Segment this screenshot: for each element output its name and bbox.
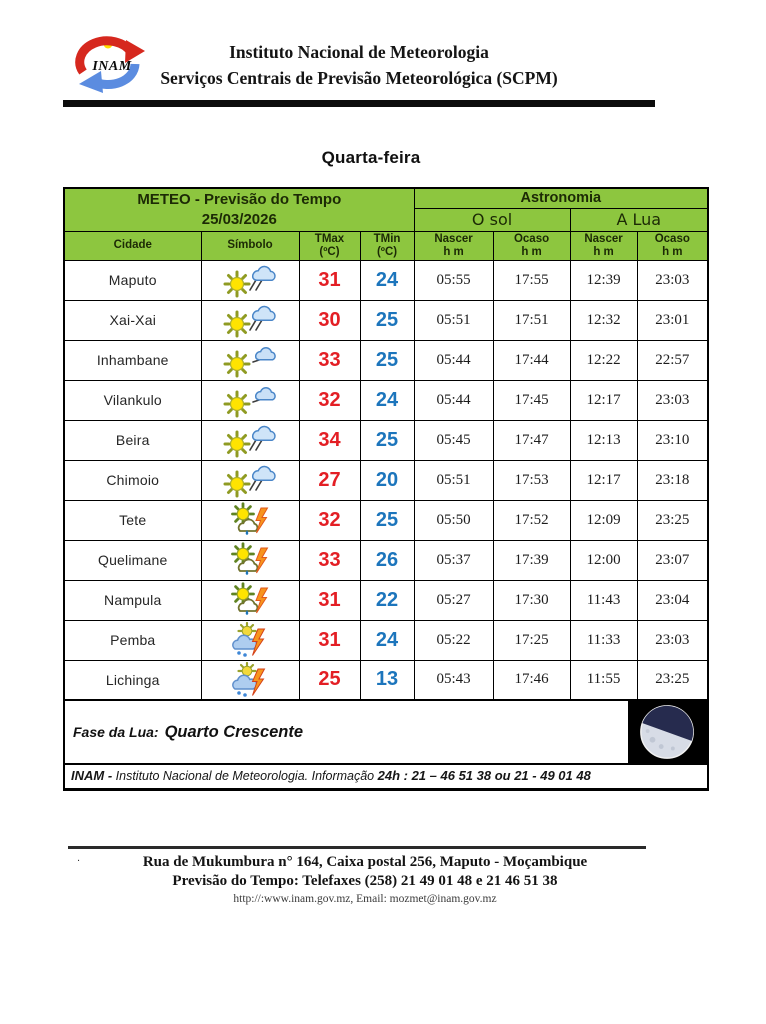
moon-set-time: 23:01 [637,300,708,340]
forecast-row [64,580,708,620]
forecast-date: 25/03/2026 [201,210,277,228]
forecast-row [64,500,708,540]
info-line [71,769,591,783]
moon-rise-time: 12:17 [570,380,637,420]
footer-address: Rua de Mukumbura n° 164, Caixa postal 256, Maputo - Moçambique [142,853,588,870]
forecast-row [64,340,708,380]
city-name: Maputo [64,260,201,300]
tmin-value: 24 [360,380,414,420]
forecast-row [64,300,708,340]
weather-symbol-cell [201,420,299,460]
weather-symbol-cell [201,580,299,620]
tmax-value: 31 [299,620,360,660]
footer-dot: . [77,851,81,864]
tmin-label: TMin [373,232,401,245]
page-footer [63,846,675,905]
tmin-value: 13 [360,660,414,700]
sun-rise-time: 05:51 [414,460,493,500]
sun-set-hm: h m [521,245,542,258]
sun-rise-time: 05:45 [414,420,493,460]
info-prefix: INAM - [71,768,113,784]
tmax-value: 25 [299,660,360,700]
city-name: Beira [64,420,201,460]
forecast-row [64,540,708,580]
moon-set-time: 22:57 [637,340,708,380]
tmin-value: 25 [360,500,414,540]
col-header-cidade: Cidade [64,231,201,260]
moon-set-time: 23:04 [637,580,708,620]
sun-cloud-thunder-icon [220,582,280,618]
info-text: Instituto Nacional de Meteorologia. Informação [115,769,375,784]
tmin-unit: (ºC) [376,245,398,258]
sun-rain-cloud-icon [220,422,280,458]
moon-set-time: 23:03 [637,620,708,660]
moon-rise-label: Nascer [584,232,623,245]
moon-rise-time: 12:39 [570,260,637,300]
tmax-value: 32 [299,380,360,420]
sun-set-time: 17:52 [493,500,570,540]
tmax-value: 34 [299,420,360,460]
moon-photo [628,701,707,763]
moon-rise-time: 12:09 [570,500,637,540]
inam-logo [71,33,159,100]
moon-set-time: 23:07 [637,540,708,580]
tmax-value: 32 [299,500,360,540]
moon-set-hm: h m [662,245,683,258]
weather-symbol-cell [201,260,299,300]
moon-phase-label: Fase da Lua: [73,723,159,740]
header-divider-bar [63,100,655,107]
moon-set-time: 23:25 [637,660,708,700]
moon-set-time: 23:03 [637,260,708,300]
moon-rise-hm: h m [593,245,614,258]
forecast-body [64,260,708,700]
sun-set-time: 17:44 [493,340,570,380]
tmax-label: TMax [314,232,345,245]
moon-rise-time: 11:33 [570,620,637,660]
moon-set-time: 23:10 [637,420,708,460]
tmin-value: 26 [360,540,414,580]
col-header-sun-set [493,231,570,260]
info-row [64,764,708,789]
sun-set-time: 17:53 [493,460,570,500]
sun-rise-time: 05:43 [414,660,493,700]
sun-set-time: 17:46 [493,660,570,700]
sun-rain-cloud-icon [220,262,280,298]
moon-phase-value: Quarto Crescente [164,722,304,741]
sun-rise-time: 05:37 [414,540,493,580]
sun-rise-time: 05:27 [414,580,493,620]
sun-rain-cloud-icon [220,302,280,338]
weather-symbol-cell [201,540,299,580]
inam-logo-icon [71,33,159,95]
city-name: Inhambane [64,340,201,380]
moon-set-time: 23:18 [637,460,708,500]
meteo-title: METEO - Previsão do Tempo [137,190,342,208]
letterhead-line1: Instituto Nacional de Meteorologia [229,42,489,62]
letterhead-line2: Serviços Centrais de Previsão Meteorológica (SCPM) [160,68,558,88]
sun-cloud-thunder-icon [220,542,280,578]
first-quarter-moon-icon [628,701,707,763]
moon-set-time: 23:25 [637,500,708,540]
col-header-sun-rise [414,231,493,260]
tmin-value: 20 [360,460,414,500]
city-name: Lichinga [64,660,201,700]
tmax-value: 31 [299,580,360,620]
astronomia-header: Astronomia [414,188,708,208]
city-name: Xai-Xai [64,300,201,340]
moon-set-time: 23:03 [637,380,708,420]
city-name: Quelimane [64,540,201,580]
city-name: Pemba [64,620,201,660]
col-header-simbolo: Símbolo [201,231,299,260]
tmin-value: 24 [360,620,414,660]
moon-phase-text [73,724,303,741]
col-header-tmax [299,231,360,260]
tmax-unit: (ºC) [319,245,340,258]
sun-set-time: 17:39 [493,540,570,580]
moon-rise-time: 12:00 [570,540,637,580]
city-name: Chimoio [64,460,201,500]
tmax-value: 33 [299,540,360,580]
sun-cloud-thunder-icon [220,502,280,538]
moon-rise-time: 12:13 [570,420,637,460]
tmax-value: 31 [299,260,360,300]
sun-set-label: Ocaso [513,232,550,245]
footer-phones: Previsão do Tempo: Telefaxes (258) 21 49 01 48 e 21 46 51 38 [172,872,558,889]
forecast-row [64,420,708,460]
sun-rise-label: Nascer [434,232,473,245]
sun-rise-time: 05:50 [414,500,493,540]
sun-set-time: 17:51 [493,300,570,340]
tmin-value: 25 [360,340,414,380]
sun-rise-time: 05:22 [414,620,493,660]
sun-rise-hm: h m [443,245,464,258]
sun-rain-cloud-icon [220,462,280,498]
moon-rise-time: 12:32 [570,300,637,340]
moon-phase-row [64,700,708,764]
sun-set-time: 17:45 [493,380,570,420]
letterhead [63,35,655,97]
cloud-sun-thunder-rain-icon [220,622,280,658]
forecast-row [64,660,708,700]
sun-rise-time: 05:51 [414,300,493,340]
weather-symbol-cell [201,340,299,380]
forecast-row [64,260,708,300]
col-header-moon-set [637,231,708,260]
moon-rise-time: 11:55 [570,660,637,700]
meteo-header [64,188,414,231]
weather-symbol-cell [201,660,299,700]
footer-web: http://:www.inam.gov.mz, Email: mozmet@inam.gov.mz [233,892,497,905]
tmin-value: 25 [360,420,414,460]
weather-symbol-cell [201,620,299,660]
sun-cloud-icon [220,382,280,418]
tmin-value: 25 [360,300,414,340]
sun-cloud-icon [220,342,280,378]
sun-rise-time: 05:55 [414,260,493,300]
info-phones: 24h : 21 – 46 51 38 ou 21 - 49 01 48 [377,768,591,784]
moon-rise-time: 11:43 [570,580,637,620]
sun-set-time: 17:47 [493,420,570,460]
tmax-value: 33 [299,340,360,380]
cloud-sun-thunder-rain-icon [220,662,280,698]
city-name: Nampula [64,580,201,620]
footer-rule [68,846,646,849]
col-header-moon-rise [570,231,637,260]
forecast-table [63,187,709,791]
sun-set-time: 17:30 [493,580,570,620]
moon-set-label: Ocaso [654,232,690,245]
weather-symbol-cell [201,380,299,420]
weather-symbol-cell [201,300,299,340]
moon-rise-time: 12:17 [570,460,637,500]
moon-phase-cell [64,700,708,764]
moon-group-header: A Lua [570,208,708,231]
sun-group-header: O sol [414,208,570,231]
forecast-row [64,380,708,420]
weather-symbol-cell [201,500,299,540]
col-header-tmin [360,231,414,260]
moon-rise-time: 12:22 [570,340,637,380]
tmax-value: 30 [299,300,360,340]
svg-text:INAM: INAM [92,59,132,74]
tmax-value: 27 [299,460,360,500]
tmin-value: 22 [360,580,414,620]
sun-rise-time: 05:44 [414,380,493,420]
sun-set-time: 17:55 [493,260,570,300]
sun-rise-time: 05:44 [414,340,493,380]
city-name: Vilankulo [64,380,201,420]
city-name: Tete [64,500,201,540]
info-cell [64,764,708,789]
weather-symbol-cell [201,460,299,500]
sun-set-time: 17:25 [493,620,570,660]
tmin-value: 24 [360,260,414,300]
day-title: Quarta-feira [321,148,421,167]
forecast-row [64,620,708,660]
forecast-row [64,460,708,500]
